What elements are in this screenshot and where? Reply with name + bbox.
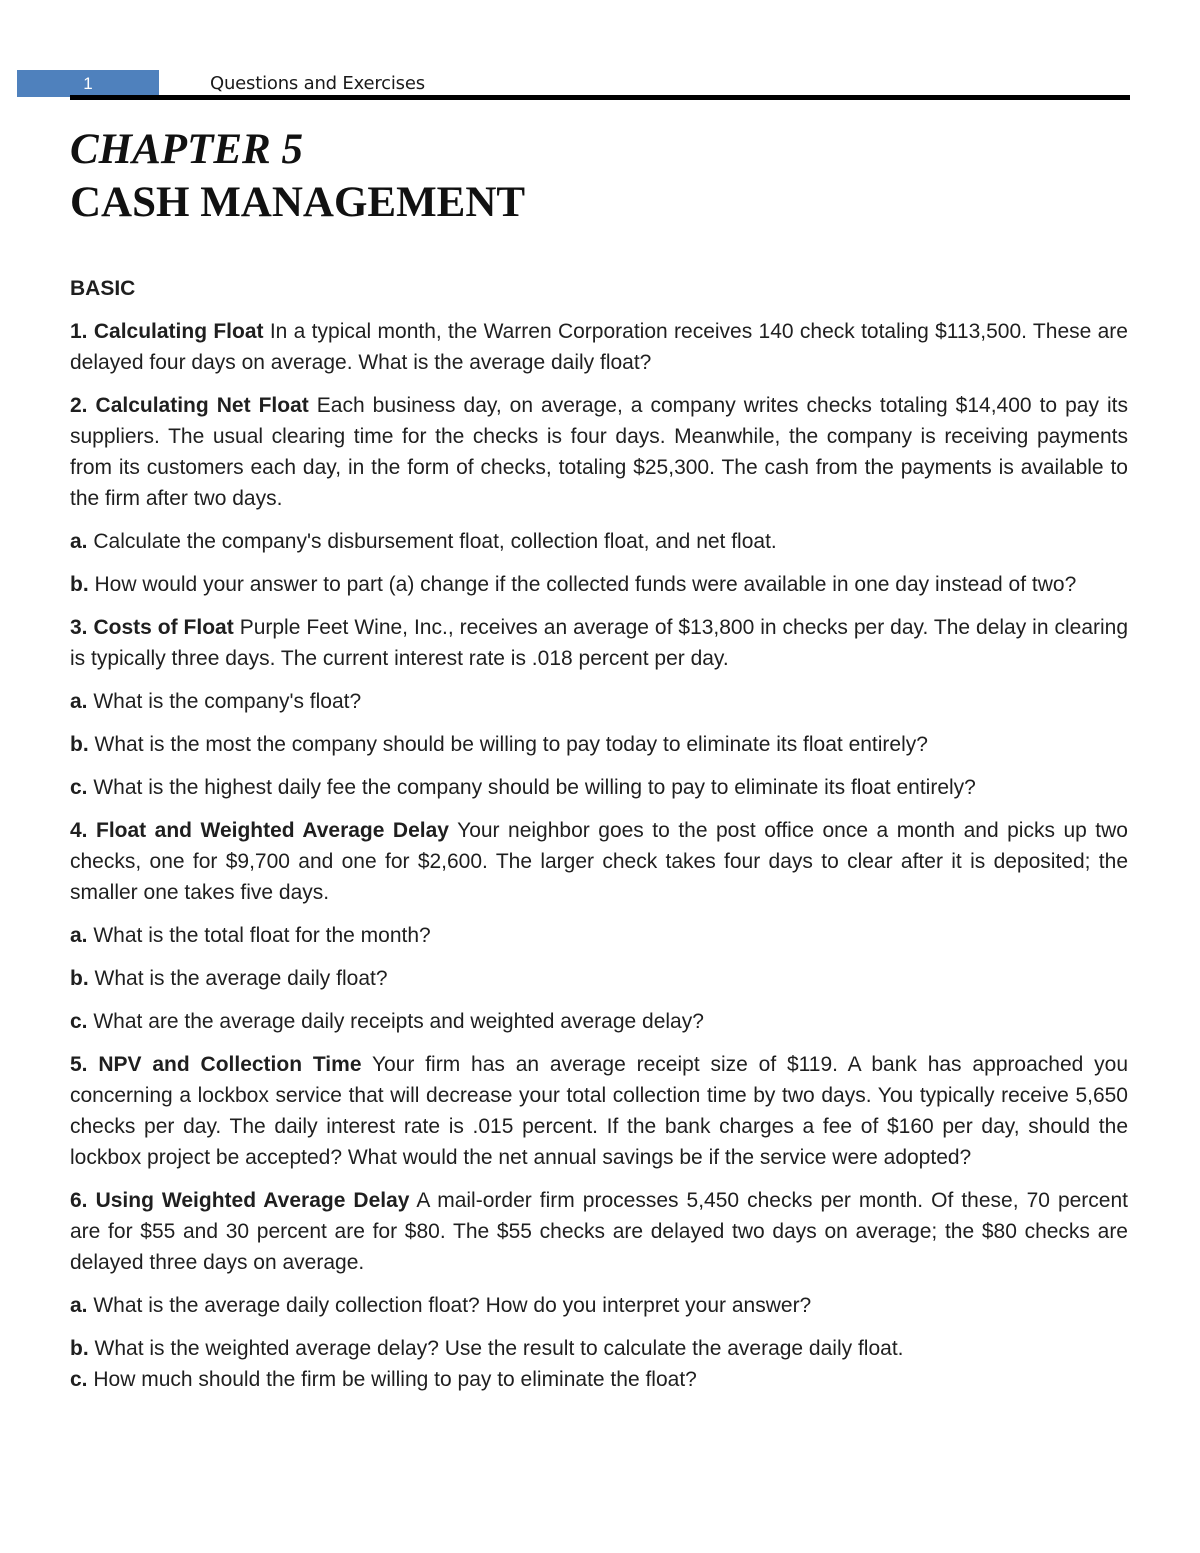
part-label: c. bbox=[70, 776, 88, 799]
problem-4-part-a bbox=[70, 920, 1128, 951]
problem-6-part-c bbox=[70, 1364, 1128, 1395]
problem-number: 4. bbox=[70, 819, 88, 842]
problem-number: 2. bbox=[70, 394, 88, 417]
problem-title: NPV and Collection Time bbox=[98, 1053, 362, 1076]
problem-1 bbox=[70, 316, 1128, 378]
part-label: a. bbox=[70, 530, 88, 553]
problem-5 bbox=[70, 1049, 1128, 1173]
problem-3-part-b bbox=[70, 729, 1128, 760]
part-text: What is the company's float? bbox=[93, 690, 362, 713]
problem-4-part-c bbox=[70, 1006, 1128, 1037]
problem-2-part-b bbox=[70, 569, 1128, 600]
part-text: What is the most the company should be willing to pay today to eliminate its float entirely? bbox=[94, 733, 928, 756]
part-text: What is the weighted average delay? Use the result to calculate the average daily float. bbox=[94, 1337, 904, 1360]
problem-text: Purple Feet Wine, Inc., receives an average of $13,800 in checks per day. The delay in clearing is typically three days. The current interest rate is .018 percent per day. bbox=[70, 616, 1129, 670]
running-title: Questions and Exercises bbox=[210, 73, 425, 94]
page-header bbox=[0, 0, 1200, 110]
problem-text: Your neighbor goes to the post office once a month and picks up two checks, one for $9,700 and one for $2,600. The larger check takes four days to clear after it is deposited; the smaller one takes five days. bbox=[70, 819, 1128, 904]
part-text: How would your answer to part (a) change if the collected funds were available in one day instead of two? bbox=[94, 573, 1077, 596]
problem-number: 1. bbox=[70, 320, 88, 343]
chapter-title: CASH MANAGEMENT bbox=[70, 179, 526, 226]
part-text: What is the highest daily fee the company should be willing to pay to eliminate its float entirely? bbox=[93, 776, 976, 799]
problem-title: Float and Weighted Average Delay bbox=[96, 819, 449, 842]
problem-title: Calculating Net Float bbox=[95, 394, 309, 417]
page-number: 1 bbox=[17, 70, 159, 97]
problem-6 bbox=[70, 1185, 1128, 1278]
header-rule bbox=[70, 95, 1130, 100]
part-label: b. bbox=[70, 967, 89, 990]
problem-2-part-a bbox=[70, 526, 1128, 557]
problem-3 bbox=[70, 612, 1128, 674]
problem-4-part-b bbox=[70, 963, 1128, 994]
part-label: b. bbox=[70, 1337, 89, 1360]
part-text: What is the average daily float? bbox=[94, 967, 388, 990]
problem-6-part-b bbox=[70, 1333, 1128, 1364]
part-label: a. bbox=[70, 690, 88, 713]
part-text: What is the average daily collection float? How do you interpret your answer? bbox=[93, 1294, 812, 1317]
problem-title: Calculating Float bbox=[93, 320, 264, 343]
problem-4 bbox=[70, 815, 1128, 908]
part-text: What is the total float for the month? bbox=[93, 924, 431, 947]
section-heading: BASIC bbox=[70, 277, 136, 300]
questions-body bbox=[70, 274, 1128, 1407]
problem-2 bbox=[70, 390, 1128, 514]
chapter-heading bbox=[70, 125, 1130, 231]
problem-number: 6. bbox=[70, 1189, 88, 1212]
part-text: How much should the firm be willing to pay to eliminate the float? bbox=[93, 1368, 697, 1391]
problem-text: In a typical month, the Warren Corporation receives 140 check totaling $113,500. These are delayed four days on average. What is the average daily float? bbox=[70, 320, 1128, 374]
part-text: What are the average daily receipts and weighted average delay? bbox=[93, 1010, 704, 1033]
part-label: a. bbox=[70, 1294, 88, 1317]
problem-title: Using Weighted Average Delay bbox=[95, 1189, 410, 1212]
part-label: c. bbox=[70, 1368, 88, 1391]
part-text: Calculate the company's disbursement float, collection float, and net float. bbox=[93, 530, 777, 553]
problem-3-part-c bbox=[70, 772, 1128, 803]
problem-3-part-a bbox=[70, 686, 1128, 717]
problem-number: 3. bbox=[70, 616, 88, 639]
part-label: a. bbox=[70, 924, 88, 947]
problem-text: A mail-order firm processes 5,450 checks per month. Of these, 70 percent are for $55 and 30 percent are for $80. The $55 checks are delayed two days on average; the $80 checks are delayed three days on average. bbox=[70, 1189, 1128, 1274]
part-label: b. bbox=[70, 733, 89, 756]
part-label: c. bbox=[70, 1010, 88, 1033]
problem-6-part-a bbox=[70, 1290, 1128, 1321]
chapter-label: CHAPTER 5 bbox=[70, 126, 303, 173]
problem-text: Each business day, on average, a company writes checks totaling $14,400 to pay its suppliers. The usual clearing time for the checks is four days. Meanwhile, the company is receiving payments from its customers each day, in the form of checks, totaling $25,300. The cash from the payments is available to the firm after two days. bbox=[70, 394, 1128, 510]
part-label: b. bbox=[70, 573, 89, 596]
problem-number: 5. bbox=[70, 1053, 88, 1076]
problem-text: Your firm has an average receipt size of $119. A bank has approached you concerning a lockbox service that will decrease your total collection time by two days. You typically receive 5,650 checks per day. The daily interest rate is .015 percent. If the bank charges a fee of $160 per day, should the lockbox project be accepted? What would the net annual savings be if the service were adopted? bbox=[70, 1053, 1128, 1169]
problem-title: Costs of Float bbox=[93, 616, 234, 639]
